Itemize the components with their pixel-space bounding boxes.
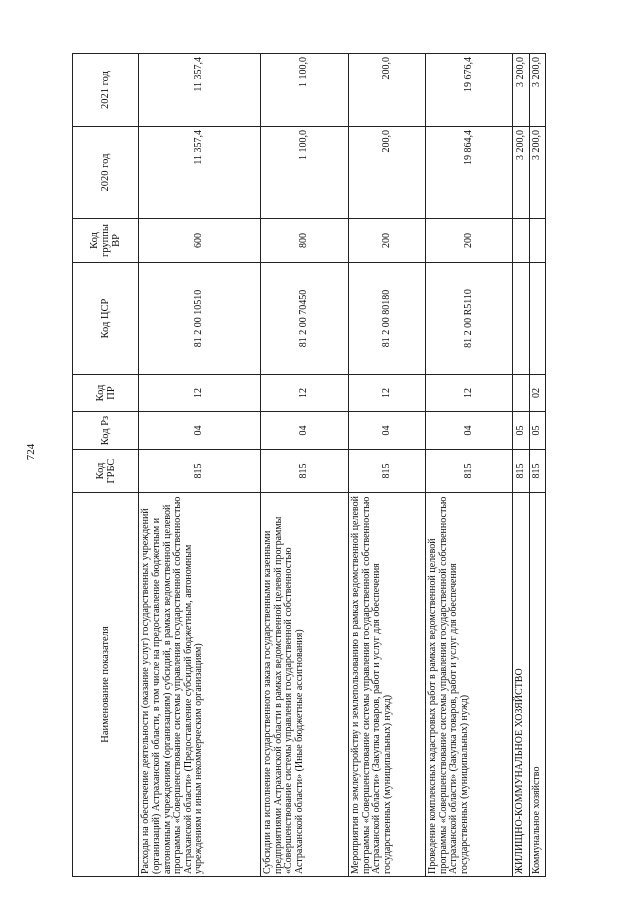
row-pr: 02	[529, 375, 545, 412]
row-grbs: 815	[260, 450, 348, 493]
row-name: ЖИЛИЩНО-КОММУНАЛЬНОЕ ХОЗЯЙСТВО	[513, 493, 530, 877]
row-pr: 12	[349, 375, 426, 412]
row-2020: 200,0	[349, 127, 426, 219]
row-2020: 11 357,4	[139, 127, 260, 219]
row-grbs: 815	[513, 450, 530, 493]
row-2020: 3 200,0	[529, 127, 545, 219]
rotated-page-content	[72, 54, 546, 877]
row-2021: 3 200,0	[513, 54, 530, 127]
header-csr: Код ЦСР	[73, 263, 139, 375]
row-vr: 600	[139, 219, 260, 263]
table-row	[260, 54, 348, 877]
row-csr: 81 2 00 R5110	[425, 263, 512, 375]
table-row	[349, 54, 426, 877]
row-grbs: 815	[349, 450, 426, 493]
row-rz: 04	[260, 412, 348, 450]
row-2021: 3 200,0	[529, 54, 545, 127]
row-rz: 04	[139, 412, 260, 450]
table-row	[513, 54, 530, 877]
row-vr: 200	[349, 219, 426, 263]
row-csr: 81 2 00 70450	[260, 263, 348, 375]
row-2021: 11 357,4	[139, 54, 260, 127]
row-2021: 1 100,0	[260, 54, 348, 127]
row-2020: 3 200,0	[513, 127, 530, 219]
header-rz: Код Рз	[73, 412, 139, 450]
row-vr: 200	[425, 219, 512, 263]
row-name: Субсидии на исполнение государственного заказа государственными казенными предприятиями Астраханской области в рамках ведомственной целевой программы «Совершенствование системы управления государственной собственностью Астраханской области» (Иные бюджетные ассигнования)	[260, 493, 348, 877]
row-name: Расходы на обеспечение деятельности (оказание услуг) государственных учреждений (организаций) Астраханской области, в том числе на предоставление бюджетным и автономным учреждениям (организациям) субсидий, в рамках ведомственной целевой программы «Совершенствование системы управления государственной собственностью Астраханской области» (Предоставление субсидий бюджетным, автономным учреждениям и иным некоммерческим организациям)	[139, 493, 260, 877]
header-vr: Код группы ВР	[73, 219, 139, 263]
row-vr: 800	[260, 219, 348, 263]
row-rz: 04	[349, 412, 426, 450]
row-2021: 200,0	[349, 54, 426, 127]
row-name: Проведение комплексных кадастровых работ в рамках ведомственной целевой программы «Совершенствование системы управления государственной собственностью Астраханской области» (Закупка товаров, работ и услуг для обеспечения государственных (муниципальных) нужд)	[425, 493, 512, 877]
row-csr: 81 2 00 10510	[139, 263, 260, 375]
row-grbs: 815	[425, 450, 512, 493]
row-vr	[529, 219, 545, 263]
table-row	[529, 54, 545, 877]
row-rz: 05	[529, 412, 545, 450]
row-rz: 05	[513, 412, 530, 450]
table-header-row	[73, 54, 139, 877]
row-pr: 12	[260, 375, 348, 412]
header-grbs: Код ГРБС	[73, 450, 139, 493]
table-row	[139, 54, 260, 877]
row-name: Мероприятия по землеустройству и землепользованию в рамках ведомственной целевой программы «Совершенствование системы управления государственной собственностью Астраханской области» (Закупка товаров, работ и услуг для обеспечения государственных (муниципальных) нужд)	[349, 493, 426, 877]
header-pr: Код ПР	[73, 375, 139, 412]
row-pr	[513, 375, 530, 412]
table-row	[425, 54, 512, 877]
row-csr	[529, 263, 545, 375]
page-number: 724	[25, 443, 37, 461]
row-csr: 81 2 00 80180	[349, 263, 426, 375]
row-2020: 19 864,4	[425, 127, 512, 219]
header-2020: 2020 год	[73, 127, 139, 219]
row-rz: 04	[425, 412, 512, 450]
header-name: Наименование показателя	[73, 493, 139, 877]
header-2021: 2021 год	[73, 54, 139, 127]
row-2020: 1 100,0	[260, 127, 348, 219]
row-2021: 19 676,4	[425, 54, 512, 127]
budget-table	[72, 53, 546, 877]
row-name: Коммунальное хозяйство	[529, 493, 545, 877]
row-pr: 12	[425, 375, 512, 412]
row-grbs: 815	[529, 450, 545, 493]
row-csr	[513, 263, 530, 375]
row-vr	[513, 219, 530, 263]
row-grbs: 815	[139, 450, 260, 493]
row-pr: 12	[139, 375, 260, 412]
